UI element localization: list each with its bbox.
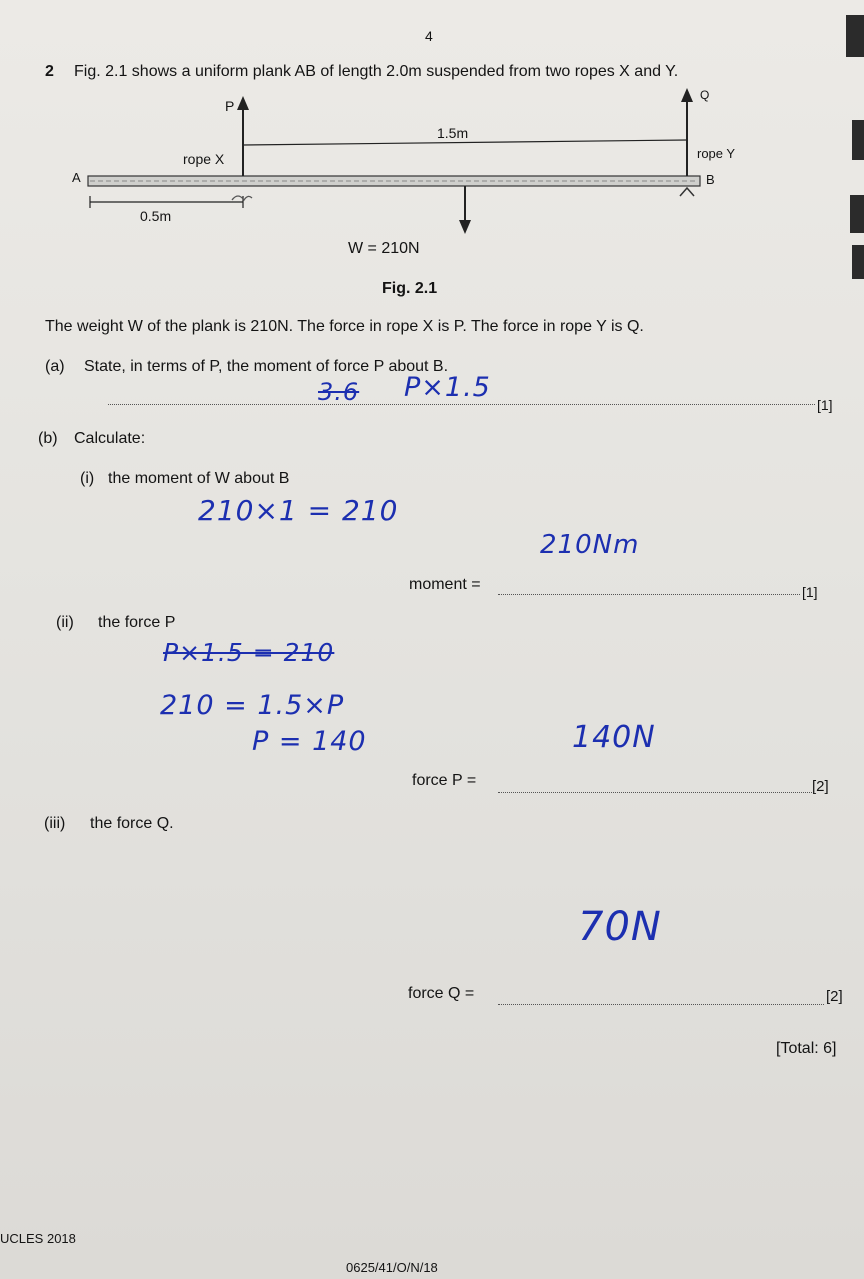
part-b-ii-label: (ii) [56, 614, 74, 631]
pencil-mark [232, 196, 252, 200]
part-b-text: Calculate: [74, 430, 146, 447]
part-a-handwritten-answer: P×1.5 [404, 372, 491, 403]
part-a-crossed-answer: 3.6 [318, 378, 360, 406]
label-weight: W = 210N [348, 240, 420, 257]
part-b-i-answer: 210Nm [540, 530, 640, 560]
part-b-i-working: 210×1 = 210 [198, 494, 399, 527]
label-a: A [72, 170, 81, 185]
part-b-label: (b) [38, 430, 58, 447]
part-b-ii-answer: 140N [572, 720, 656, 755]
arrow-p-head [237, 96, 249, 110]
part-b-ii-answer-label: force P = [412, 772, 477, 789]
page-number: 4 [425, 28, 433, 44]
arrow-q-head [681, 88, 693, 102]
part-b-i-answer-label: moment = [409, 576, 481, 593]
part-a-text: State, in terms of P, the moment of force P about B. [84, 358, 449, 375]
part-b-iii-text: the force Q. [90, 815, 174, 832]
label-distance-0-5m: 0.5m [140, 208, 172, 224]
label-q: Q [700, 88, 710, 102]
label-rope-x: rope X [183, 151, 225, 167]
part-b-ii-working-3: P = 140 [252, 726, 367, 757]
weight-arrow-head [459, 220, 471, 234]
part-a-label: (a) [45, 358, 65, 375]
part-b-iii-label: (iii) [44, 815, 66, 832]
label-length-1-5m: 1.5m [437, 125, 469, 141]
part-b-ii-answer-line [498, 792, 812, 793]
question-intro: Fig. 2.1 shows a uniform plank AB of length 2.0m suspended from two ropes X and Y. [74, 63, 679, 80]
part-a-marks: [1] [817, 397, 833, 413]
part-a-answer-line [108, 404, 815, 405]
label-b: B [706, 172, 715, 187]
figure-caption: Fig. 2.1 [382, 280, 438, 297]
part-b-i-label: (i) [80, 470, 95, 487]
part-b-iii-marks: [2] [826, 988, 843, 1005]
question-stem: The weight W of the plank is 210N. The force in rope X is P. The force in rope Y is Q. [45, 318, 644, 335]
part-b-iii-answer-line [498, 1004, 824, 1005]
label-p: P [225, 98, 235, 114]
footer-copyright: UCLES 2018 [0, 1231, 76, 1246]
part-b-i-answer-line [498, 594, 800, 595]
footer-paper-code: 0625/41/O/N/18 [346, 1260, 438, 1275]
part-b-ii-working-1: P×1.5 = 210 [163, 638, 335, 667]
part-b-i-text: the moment of W about B [108, 470, 290, 487]
part-b-ii-text: the force P [98, 614, 176, 631]
total-marks: [Total: 6] [776, 1040, 837, 1057]
part-b-i-marks: [1] [802, 584, 818, 600]
pivot-mark-b [680, 188, 694, 196]
label-rope-y: rope Y [697, 146, 736, 161]
question-number: 2 [45, 63, 54, 80]
part-b-ii-working-2: 210 = 1.5×P [160, 690, 345, 721]
part-b-iii-answer: 70N [578, 904, 662, 950]
part-b-iii-answer-label: force Q = [408, 985, 475, 1002]
part-b-ii-marks: [2] [812, 778, 829, 795]
